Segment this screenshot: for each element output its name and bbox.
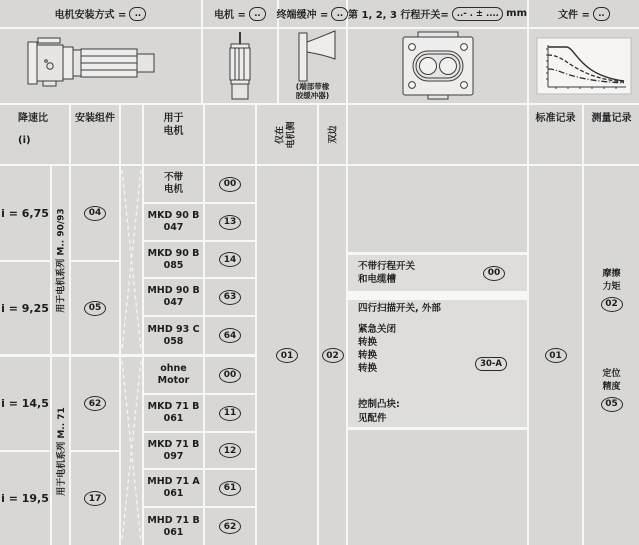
series-label-71: 用于电机系列 M.. 71 xyxy=(52,357,69,545)
buffer-caption: (端部带橡 胶缓冲器) xyxy=(295,82,330,100)
end-buffer-illustration xyxy=(279,29,346,103)
motor-code: 00 xyxy=(205,357,255,393)
mapping-cross-group-1 xyxy=(121,166,142,354)
motor-code: 12 xyxy=(205,433,255,468)
header-buffer-both-sides: 双边 xyxy=(319,105,346,164)
formula-buffer xyxy=(276,0,346,27)
formula-mount xyxy=(0,0,201,27)
document-chart-icon xyxy=(536,37,632,95)
formula-buffer-label: 终端缓冲 = xyxy=(276,10,329,21)
document-code-pill: .. xyxy=(593,7,610,21)
motor-code: 13 xyxy=(205,204,255,240)
header-measure-record: 测量记录 xyxy=(584,105,639,164)
motor-row: MKD 90 B 047 xyxy=(144,204,203,240)
motor-code: 63 xyxy=(205,279,255,315)
switch-column-filler-top xyxy=(348,166,527,252)
header-spacer-3 xyxy=(348,105,527,164)
switch-four-code: 30-A xyxy=(475,357,507,371)
motor-row: MKD 71 B 061 xyxy=(144,395,203,431)
mount-kit-code-4: 17 xyxy=(71,452,119,545)
motor-row: MKD 71 B 097 xyxy=(144,433,203,468)
header-ratio xyxy=(0,105,69,164)
header-buffer-motor-side: 仅在 电机侧 xyxy=(257,105,317,164)
formula-document-label: 文件 = xyxy=(558,10,590,21)
motor-row: MHD 93 C 058 xyxy=(144,317,203,354)
buffer-both-sides-code: 02 xyxy=(319,166,346,545)
formula-switch-label: 第 1, 2, 3 行程开关= xyxy=(348,10,449,21)
standard-record-code: 01 xyxy=(529,166,582,545)
motor-code-pill: .. xyxy=(249,7,266,21)
travel-switch-icon xyxy=(393,30,483,102)
rubber-buffer-icon xyxy=(279,30,346,82)
mapping-cross-group-2 xyxy=(121,357,142,545)
switch-none-code: 00 xyxy=(483,266,505,281)
motor-icon xyxy=(218,31,262,101)
switch-option-none: 不带行程开关 和电缆槽 00 xyxy=(348,255,527,291)
header-spacer-1 xyxy=(121,105,142,164)
formula-mount-label: 电机安装方式 = xyxy=(54,10,127,21)
formula-switch xyxy=(348,0,527,27)
formula-motor xyxy=(203,0,277,27)
buffer-code-pill: .. xyxy=(331,7,348,21)
motor-row: MKD 90 B 085 xyxy=(144,242,203,277)
motor-row: ohne Motor xyxy=(144,357,203,393)
measure-record-column xyxy=(584,166,639,545)
switch-four-title: 四行扫描开关, 外部 xyxy=(358,303,441,314)
header-standard-record: 标准记录 xyxy=(529,105,582,164)
header-mount-kit: 安装组件 xyxy=(71,105,119,164)
header-ratio-label: 降速比 xyxy=(18,113,48,124)
motor-row: 不带 电机 xyxy=(144,166,203,202)
mount-code-pill: .. xyxy=(129,7,146,21)
ratio-value-4: i = 19,5 xyxy=(0,452,50,545)
motor-code: 64 xyxy=(205,317,255,354)
mount-kit-code-3: 62 xyxy=(71,357,119,450)
ratio-value-1: i = 6,75 xyxy=(0,166,50,260)
switch-cam-note: 控制凸块: 见配件 xyxy=(348,394,527,427)
buffer-motor-side-code: 01 xyxy=(257,166,317,545)
measure-friction-torque: 摩擦 力矩 02 xyxy=(584,268,639,312)
cross-lines-icon xyxy=(121,357,142,545)
series-label-90-93: 用于电机系列 M.. 90/93 xyxy=(52,166,69,354)
mount-kit-code-1: 04 xyxy=(71,166,119,260)
formula-switch-unit: mm xyxy=(506,8,527,19)
measure-positioning-accuracy: 定位 精度 05 xyxy=(584,368,639,412)
header-ratio-symbol: (i) xyxy=(18,135,31,146)
motor-row: MHD 71 A 061 xyxy=(144,470,203,506)
motor-code: 11 xyxy=(205,395,255,431)
gearbox-assembly-icon xyxy=(26,36,176,96)
motor-row: MHD 90 B 047 xyxy=(144,279,203,315)
motor-mount-illustration xyxy=(0,29,201,103)
header-for-motor: 用于 电机 xyxy=(144,105,203,164)
motor-code: 61 xyxy=(205,470,255,506)
cross-lines-icon xyxy=(121,166,142,354)
header-spacer-2 xyxy=(205,105,255,164)
formula-document xyxy=(529,0,639,27)
travel-switch-illustration xyxy=(348,29,527,103)
mount-kit-code-2: 05 xyxy=(71,262,119,354)
motor-code: 14 xyxy=(205,242,255,277)
switch-column-filler-bottom xyxy=(348,430,527,545)
formula-motor-label: 电机 = xyxy=(214,10,246,21)
motor-illustration xyxy=(203,29,277,103)
ratio-value-2: i = 9,25 xyxy=(0,262,50,354)
motor-code: 62 xyxy=(205,508,255,545)
ratio-value-3: i = 14,5 xyxy=(0,357,50,450)
switch-code-pill: ..- . ± .... xyxy=(452,7,503,21)
motor-row: MHD 71 B 061 xyxy=(144,508,203,545)
document-illustration xyxy=(529,29,639,103)
motor-code: 00 xyxy=(205,166,255,202)
switch-option-four: 四行扫描开关, 外部 紧急关闭 转换 转换 转换 30-A xyxy=(348,300,527,397)
